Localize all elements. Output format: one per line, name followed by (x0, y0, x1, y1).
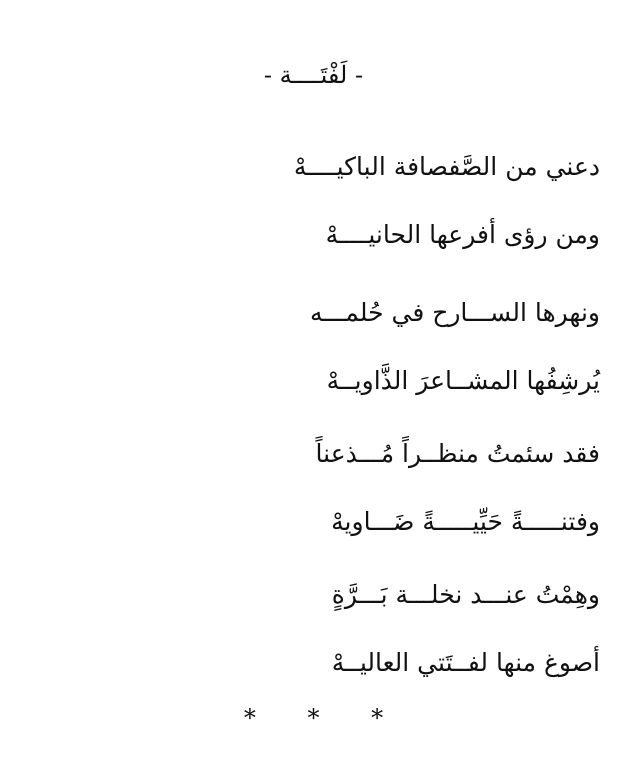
section-separator (0, 706, 627, 730)
verse-line: ونهرها الســـارح في حُلمـــه (309, 298, 600, 327)
stanza (30, 437, 600, 538)
verse-line: فقد سئمتُ منظــراً مُـــذعناً (315, 439, 600, 468)
verse-line: وفتنـــــةً حَيِّيـــــةً ضَـــاويهْ (331, 507, 600, 536)
asterisk: * (243, 704, 256, 732)
stanza (30, 296, 600, 397)
verse-line: ومن رؤى أفرعها الحانيــــهْ (325, 220, 600, 249)
asterisk: * (307, 704, 320, 732)
stanza (30, 578, 600, 679)
poem-body (30, 150, 600, 699)
stanza (30, 150, 600, 251)
verse-line: دعني من الصَّفصافة الباكيــــهْ (293, 152, 600, 181)
poem-title: - لَفْتَــــة - (263, 61, 364, 89)
verse-line: أصوغ منها لفــتَتي العاليــهْ (331, 648, 600, 677)
verse-line: يُرشِفُها المشــاعرَ الذَّاويــهْ (326, 366, 600, 395)
verse-line: وهِمْتُ عنـــد نخلـــة بَـــرَّةٍ (331, 580, 600, 609)
asterisk: * (371, 704, 384, 732)
